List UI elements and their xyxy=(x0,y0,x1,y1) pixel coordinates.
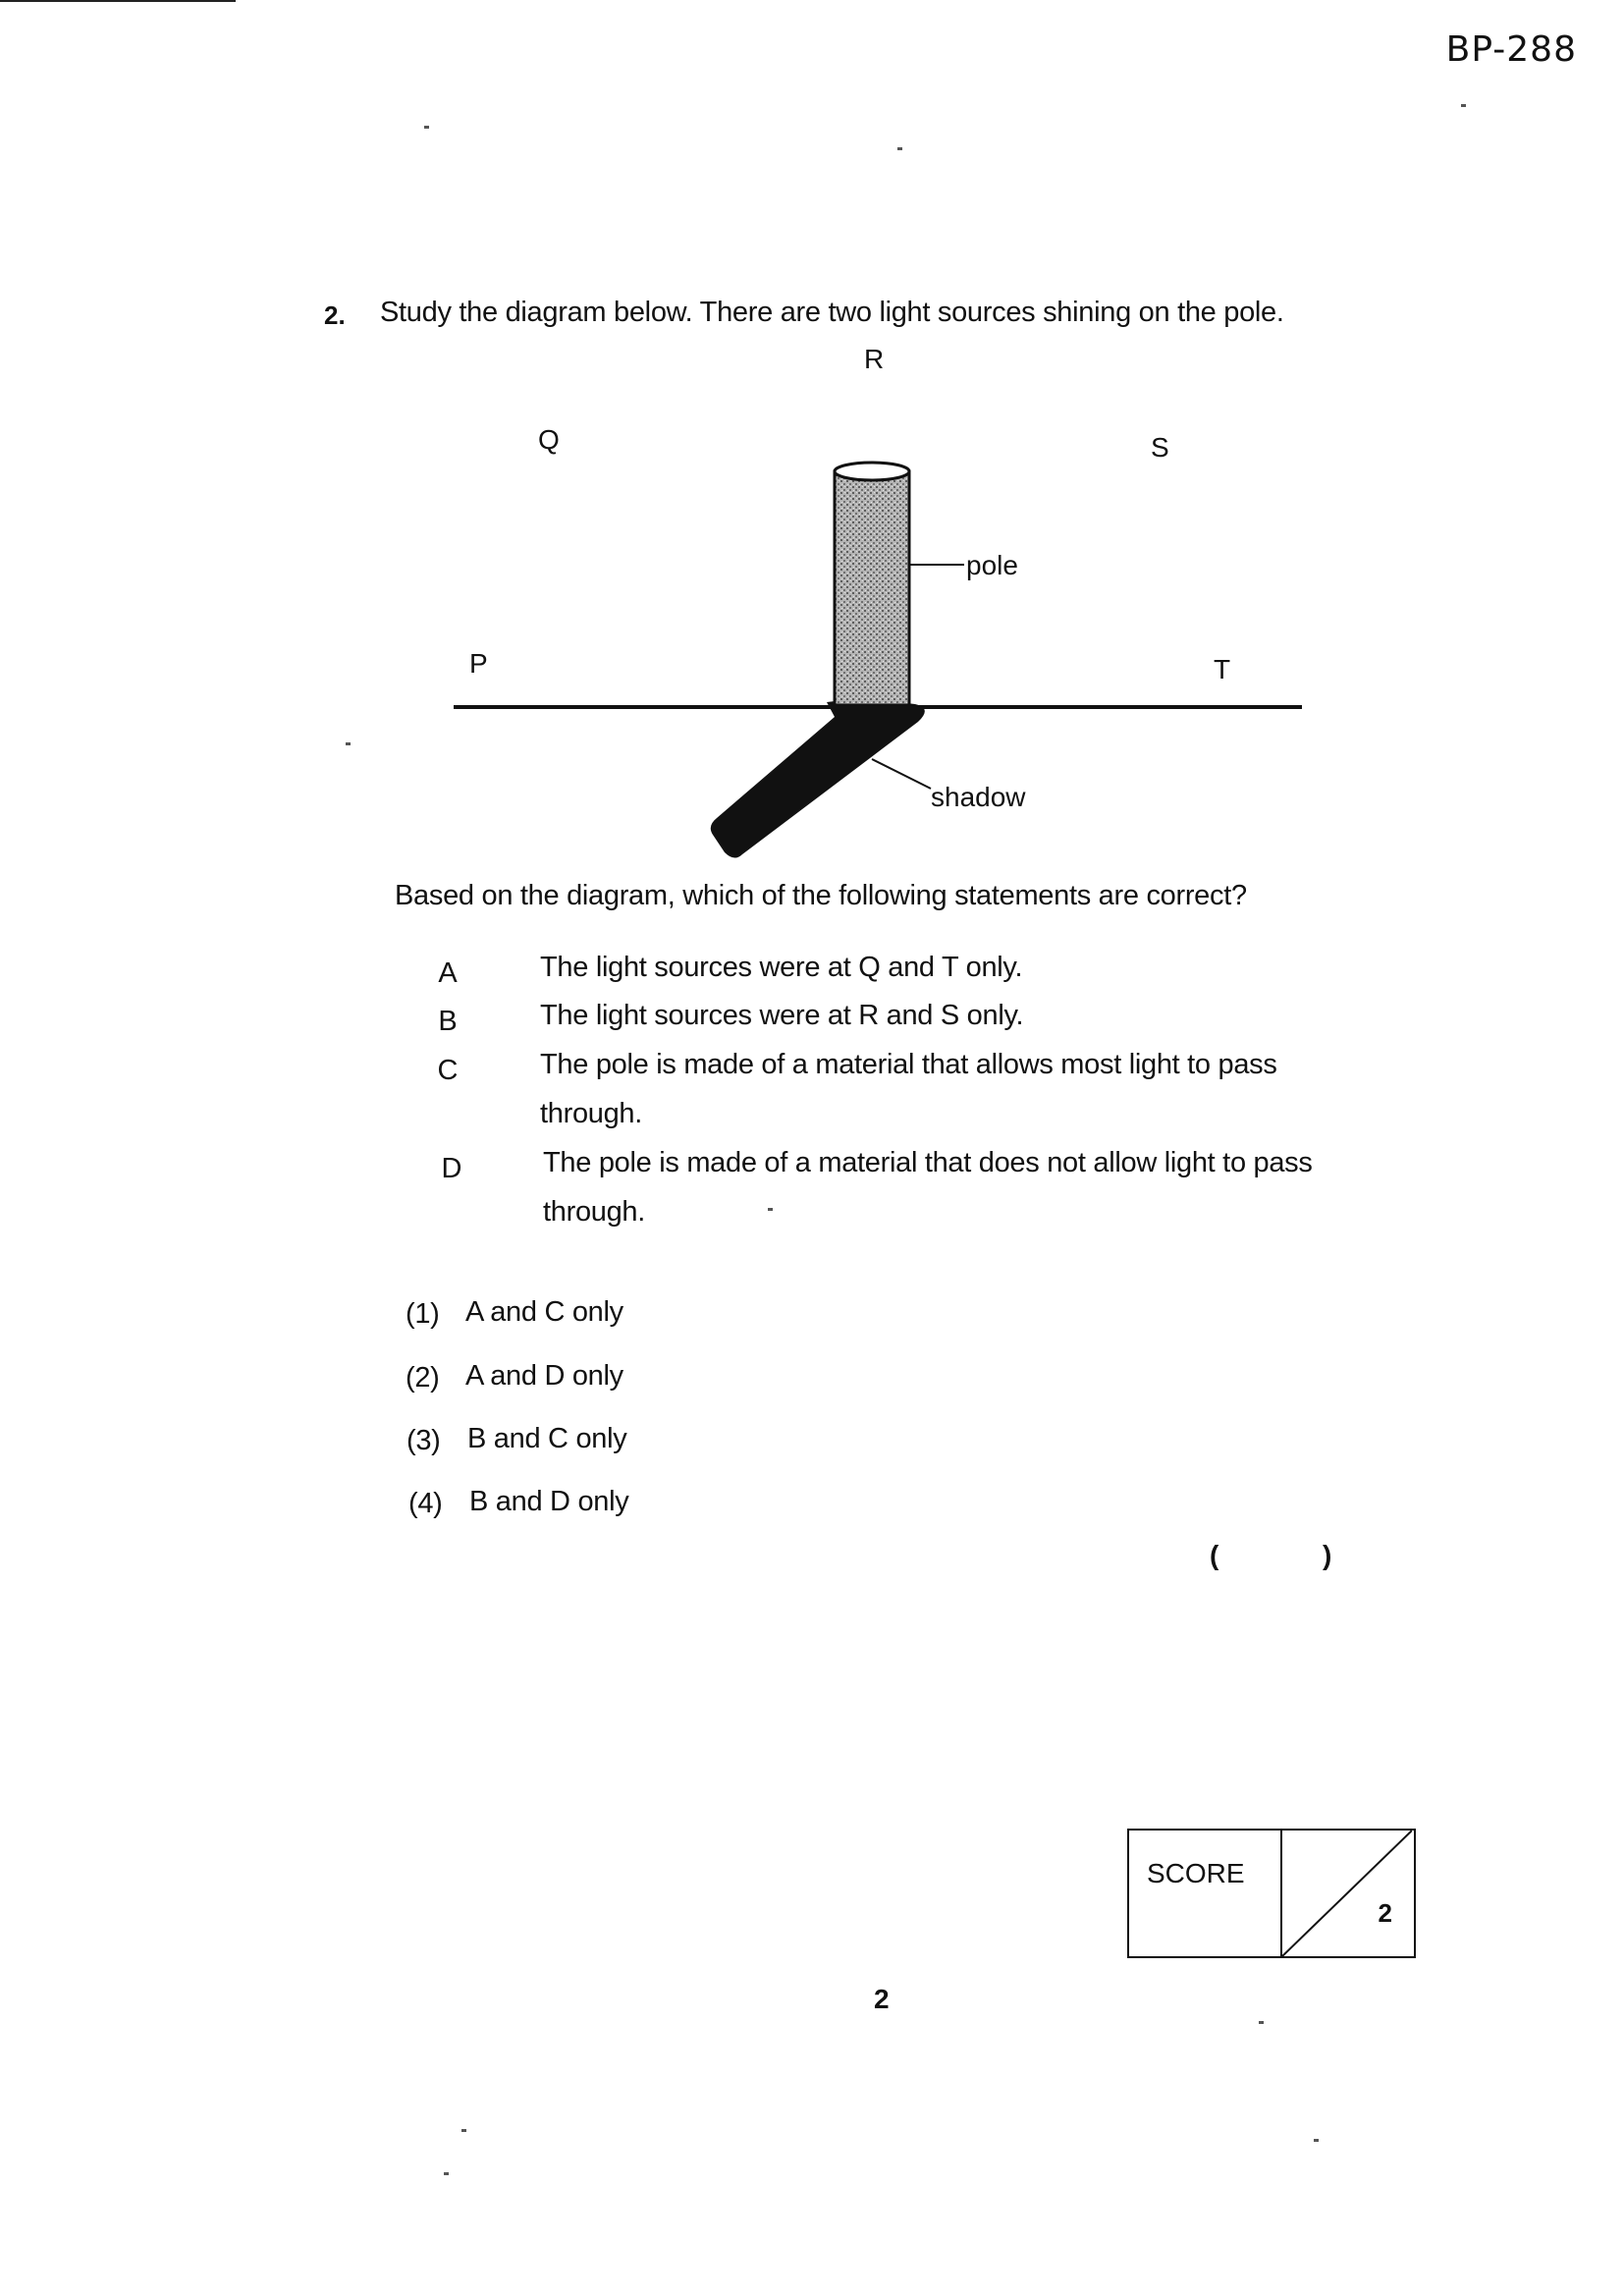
answer-space[interactable] xyxy=(1235,1538,1314,1571)
score-mark-area[interactable] xyxy=(1282,1831,1414,1956)
label-p: P xyxy=(469,648,488,679)
choice-1-text[interactable]: A and C only xyxy=(465,1296,623,1328)
statement-c-text: The pole is made of a material that allows most light to pass through. xyxy=(540,1049,1277,1129)
score-diagonal xyxy=(1282,1831,1412,1956)
scan-speck xyxy=(424,126,429,129)
question-stem: Study the diagram below. There are two light sources shining on the pole. xyxy=(380,297,1284,328)
choice-4-text[interactable]: B and D only xyxy=(469,1486,629,1517)
choice-4-number: (4) xyxy=(408,1488,443,1519)
top-rule xyxy=(0,0,236,2)
statement-b-letter: B xyxy=(438,1006,458,1037)
scan-speck xyxy=(1259,2021,1264,2024)
statement-d-letter: D xyxy=(441,1153,462,1184)
shadow-pointer xyxy=(872,759,931,789)
score-label: SCORE xyxy=(1129,1831,1282,1956)
scan-speck xyxy=(346,742,351,745)
choice-1-number: (1) xyxy=(406,1298,440,1330)
shadow xyxy=(711,699,925,857)
answer-bracket-close: ) xyxy=(1323,1540,1332,1570)
page-number: 2 xyxy=(874,1984,890,2014)
document-code: BP-288 xyxy=(1445,29,1577,70)
score-max: 2 xyxy=(1378,1898,1392,1928)
label-s: S xyxy=(1151,432,1169,463)
statement-b-text: The light sources were at R and S only. xyxy=(540,1000,1024,1031)
score-box xyxy=(1127,1829,1416,1958)
pole-top xyxy=(835,463,909,480)
label-shadow: shadow xyxy=(931,782,1026,812)
scan-speck xyxy=(1314,2139,1319,2142)
label-pole: pole xyxy=(966,550,1018,580)
pole xyxy=(835,471,909,705)
answer-bracket-open: ( xyxy=(1210,1540,1219,1570)
label-t: T xyxy=(1214,654,1231,684)
label-q: Q xyxy=(538,424,560,455)
question-number: 2. xyxy=(324,301,346,330)
scan-speck xyxy=(768,1208,773,1211)
choice-3-text[interactable]: B and C only xyxy=(467,1423,627,1454)
label-r: R xyxy=(864,344,885,374)
statement-a-letter: A xyxy=(438,957,458,989)
statement-a-text: The light sources were at Q and T only. xyxy=(540,952,1023,983)
choice-2-number: (2) xyxy=(406,1362,440,1394)
statement-d-text: The pole is made of a material that does not allow light to pass through. xyxy=(543,1147,1313,1228)
pole-shadow-diagram xyxy=(422,339,1326,869)
scan-speck xyxy=(461,2129,466,2132)
question-prompt: Based on the diagram, which of the following statements are correct? xyxy=(395,880,1247,911)
scan-speck xyxy=(897,147,902,150)
choice-2-text[interactable]: A and D only xyxy=(465,1360,623,1392)
choice-3-number: (3) xyxy=(406,1425,441,1456)
scan-speck xyxy=(444,2172,449,2175)
statement-c-letter: C xyxy=(437,1055,459,1086)
scan-speck xyxy=(1461,104,1466,107)
